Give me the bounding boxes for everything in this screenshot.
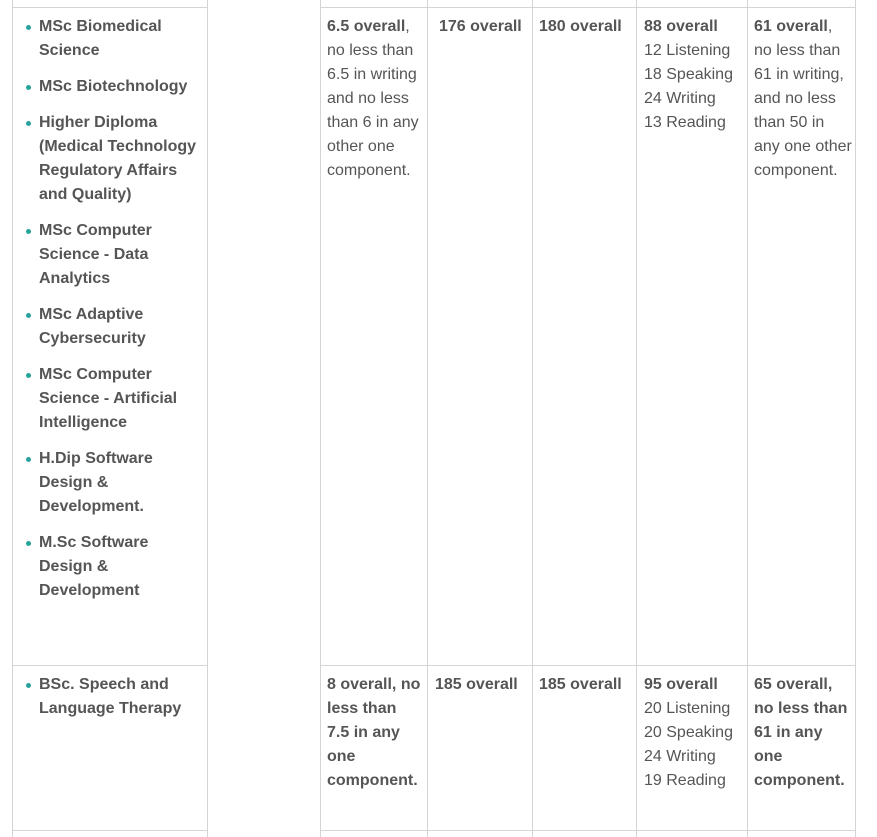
toefl-speaking: 18 Speaking <box>644 66 733 83</box>
row-divider <box>12 665 208 666</box>
toefl-writing: 24 Writing <box>644 748 716 765</box>
toefl-requirement <box>644 673 746 793</box>
col-divider <box>747 0 748 837</box>
col-divider <box>320 0 321 837</box>
col-divider <box>532 0 533 837</box>
program-item: MSc Biotechnology <box>25 75 203 99</box>
col-divider <box>12 0 13 837</box>
pte-overall: 61 overall <box>754 18 828 35</box>
pte-requirement <box>754 673 854 793</box>
program-item: MSc Adaptive Cybersecurity <box>25 303 203 351</box>
row-top-border <box>12 7 208 8</box>
row-divider <box>320 665 856 666</box>
pte-detail: , no less than 61 in writing, and no less than 50 in any one other component. <box>754 18 852 179</box>
col-divider <box>207 0 208 837</box>
row-divider <box>320 830 856 831</box>
program-item: MSc Computer Science - Artificial Intelligence <box>25 363 203 435</box>
ielts-requirement <box>327 673 423 793</box>
toefl-listening: 20 Listening <box>644 700 731 717</box>
pte-overall: 65 overall, no less than 61 in any one component. <box>754 676 848 789</box>
col-divider <box>636 0 637 837</box>
programs-cell <box>25 673 203 733</box>
toefl-listening: 12 Listening <box>644 42 731 59</box>
col-divider <box>855 0 856 837</box>
ielts-overall: 6.5 overall <box>327 18 406 35</box>
score-a: 185 overall <box>435 676 518 693</box>
program-item: M.Sc Software Design & Development <box>25 531 203 603</box>
row-top-border <box>320 7 856 8</box>
score-a: 176 overall <box>439 18 522 35</box>
col-divider <box>427 0 428 837</box>
toefl-requirement <box>644 15 746 135</box>
score-b: 185 overall <box>539 676 622 693</box>
toefl-reading: 13 Reading <box>644 114 726 131</box>
program-item: H.Dip Software Design & Development. <box>25 447 203 519</box>
program-list <box>25 15 203 603</box>
program-item: BSc. Speech and Language Therapy <box>25 673 203 721</box>
toefl-reading: 19 Reading <box>644 772 726 789</box>
pte-requirement <box>754 15 854 183</box>
programs-cell <box>25 15 203 615</box>
toefl-overall: 95 overall <box>644 676 718 693</box>
toefl-speaking: 20 Speaking <box>644 724 733 741</box>
program-list <box>25 673 203 721</box>
score-b: 180 overall <box>539 18 622 35</box>
program-item: MSc Computer Science - Data Analytics <box>25 219 203 291</box>
program-item: Higher Diploma (Medical Technology Regulatory Affairs and Quality) <box>25 111 203 207</box>
ielts-detail: , no less than 6.5 in writing and no less than 6 in any other one component. <box>327 18 419 179</box>
ielts-requirement <box>327 15 425 183</box>
toefl-overall: 88 overall <box>644 18 718 35</box>
toefl-writing: 24 Writing <box>644 90 716 107</box>
ielts-overall: 8 overall, no less than 7.5 in any one component. <box>327 676 421 789</box>
row-divider <box>12 830 208 831</box>
program-item: MSc Biomedical Science <box>25 15 203 63</box>
